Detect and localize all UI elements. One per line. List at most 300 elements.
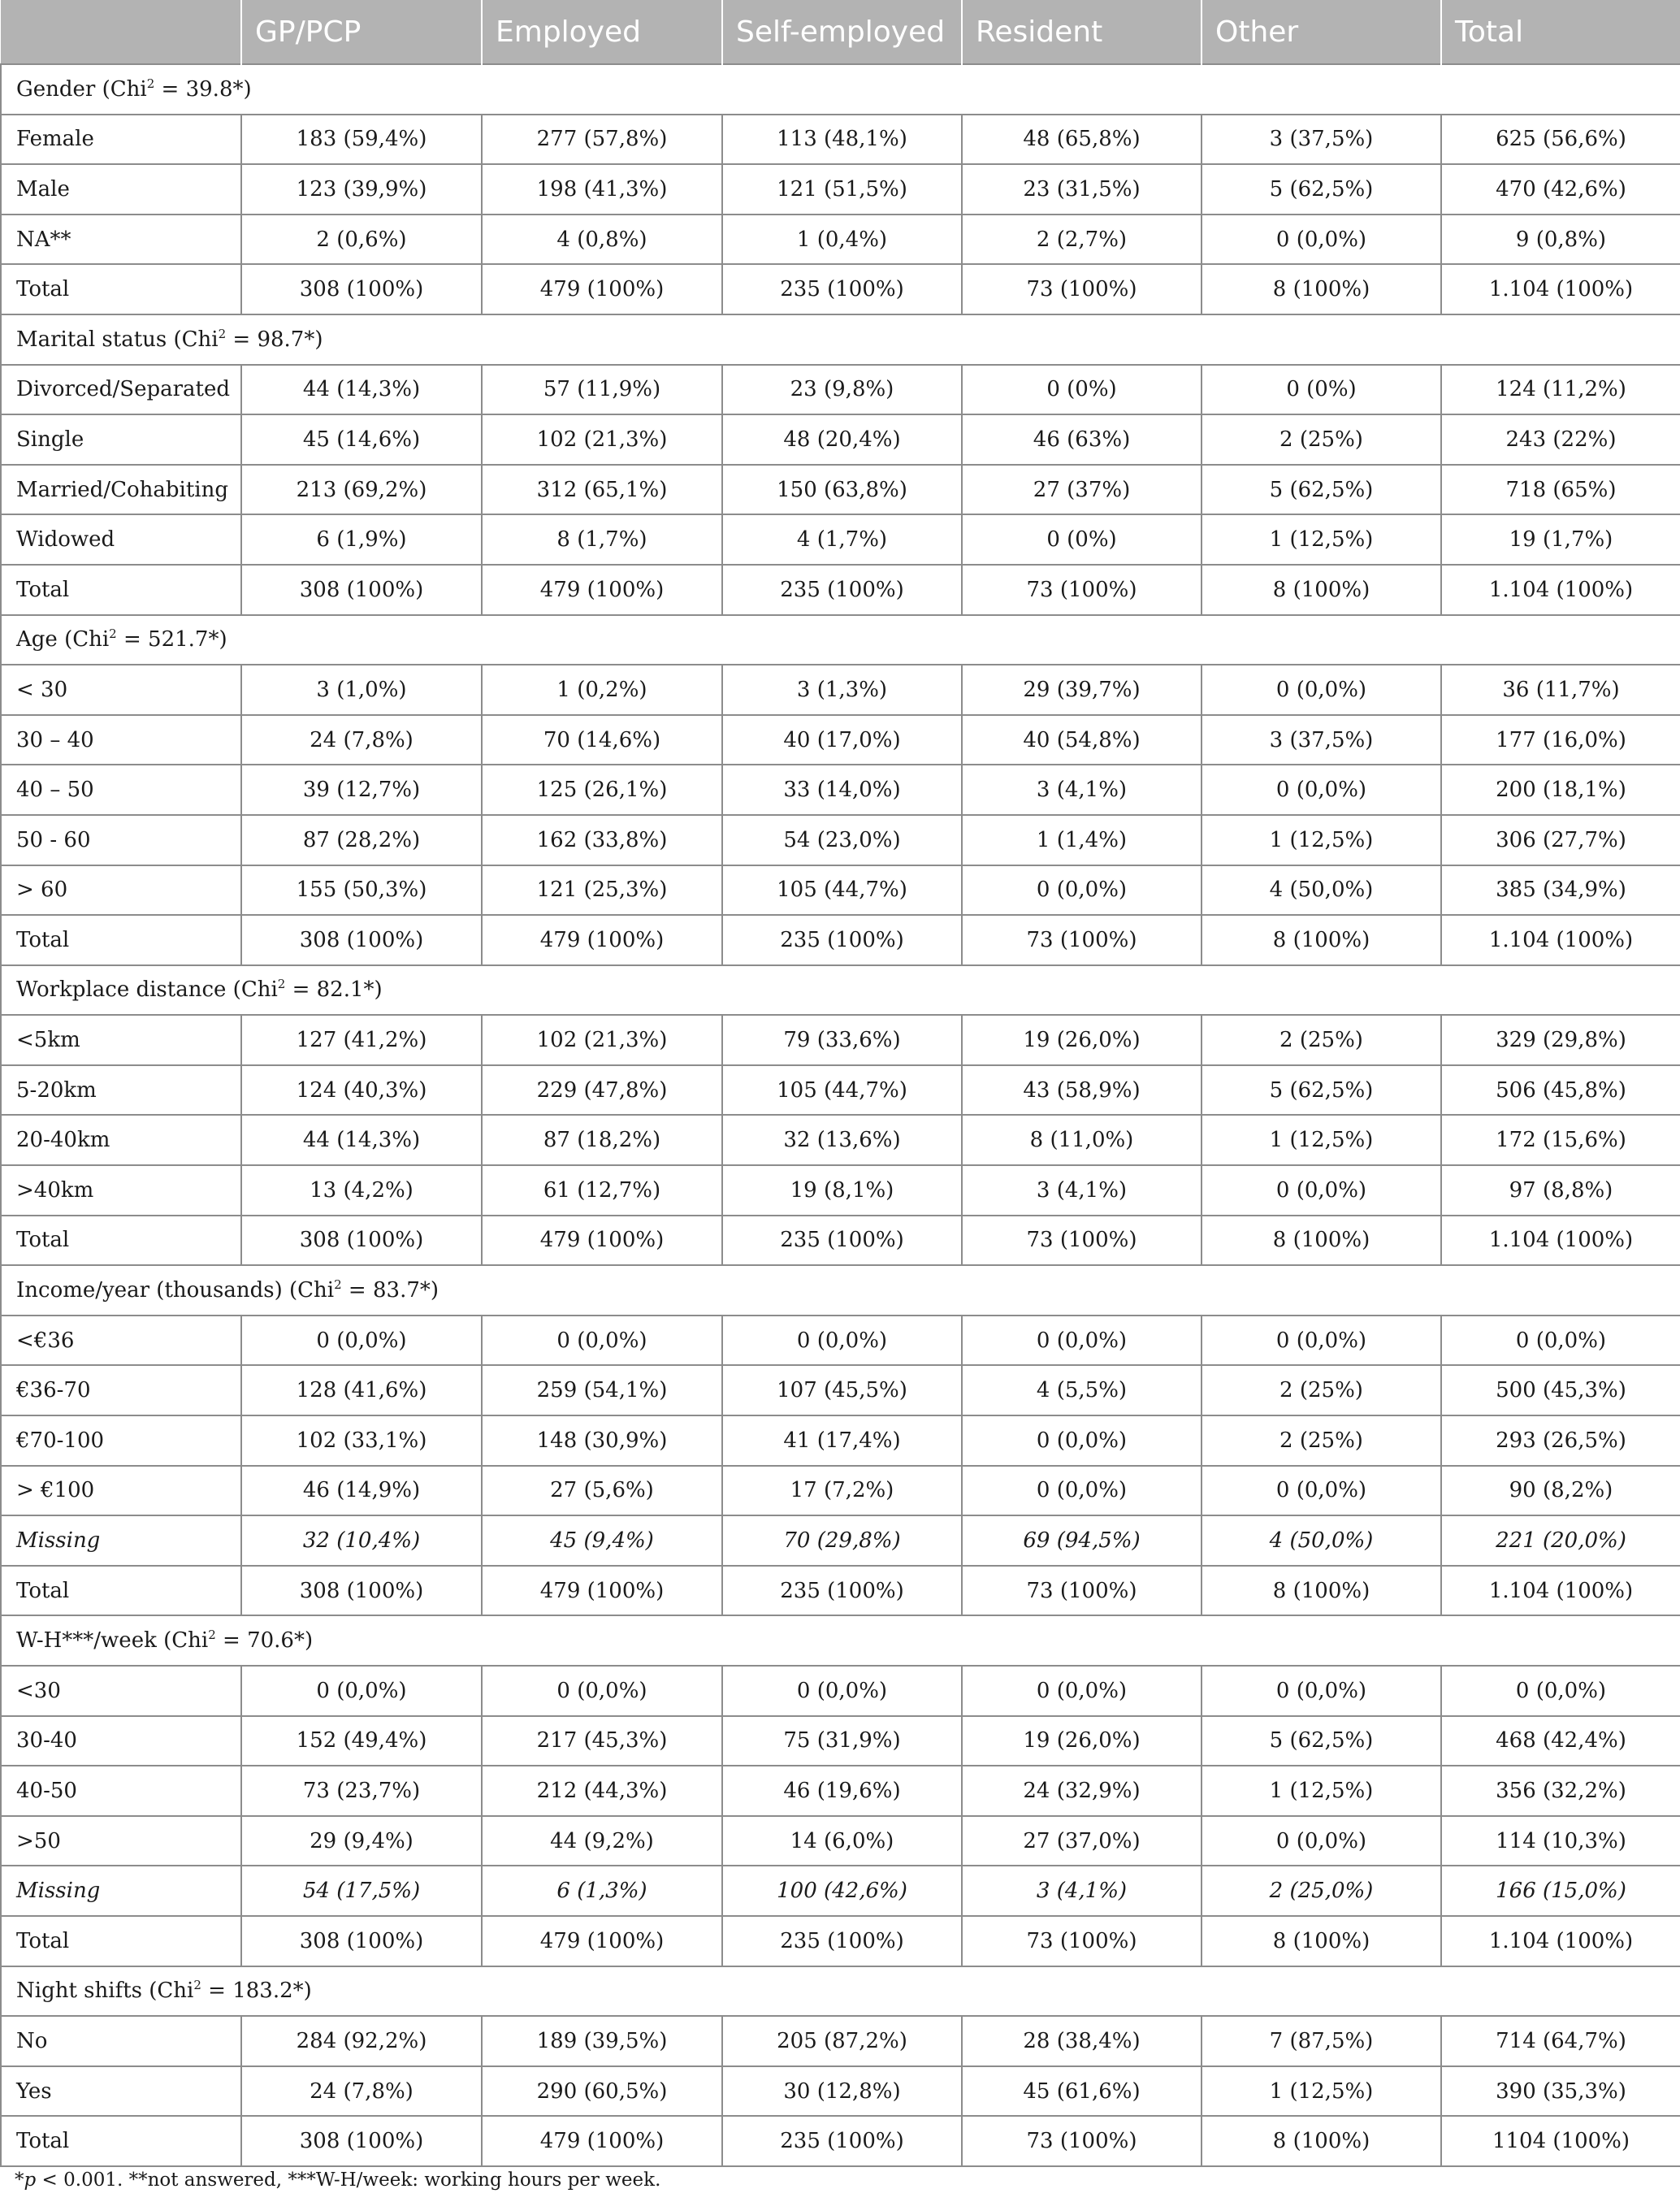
table-cell: 183 (59,4%): [241, 115, 482, 165]
table-cell: 73 (100%): [962, 264, 1202, 314]
section-chi-value: = 183.2*): [201, 1979, 312, 2004]
table-cell: 79 (33,6%): [722, 1015, 962, 1065]
section-header-row: [1, 1966, 1680, 2017]
table-cell: 8 (100%): [1202, 1216, 1441, 1266]
table-cell: 97 (8,8%): [1441, 1165, 1680, 1216]
table-cell: 121 (25,3%): [482, 865, 722, 916]
table-cell: 6 (1,9%): [241, 514, 482, 565]
row-label: > 60: [1, 865, 241, 916]
table-cell: 1 (0,2%): [482, 665, 722, 715]
table-cell: 189 (39,5%): [482, 2016, 722, 2066]
table-cell: 0 (0,0%): [241, 1666, 482, 1716]
table-cell: 28 (38,4%): [962, 2016, 1202, 2066]
table-cell: 479 (100%): [482, 915, 722, 965]
table-row: [1, 1415, 1680, 1466]
table-row: [1, 1766, 1680, 1816]
table-row: [1, 765, 1680, 815]
column-header: Total: [1441, 0, 1680, 64]
table-row: [1, 1065, 1680, 1116]
table-cell: 506 (45,8%): [1441, 1065, 1680, 1116]
row-label: €36-70: [1, 1365, 241, 1415]
chi-superscript: 2: [193, 1978, 201, 1993]
table-cell: 500 (45,3%): [1441, 1365, 1680, 1415]
table-cell: 3 (1,0%): [241, 665, 482, 715]
table-cell: 235 (100%): [722, 1566, 962, 1616]
table-cell: 2 (0,6%): [241, 215, 482, 265]
section-title: [1, 1265, 1680, 1316]
table-row: [1, 215, 1680, 265]
table-cell: 8 (100%): [1202, 565, 1441, 615]
row-label: Yes: [1, 2066, 241, 2117]
section-title-text: Age (Chi: [16, 627, 110, 652]
column-header: GP/PCP: [241, 0, 482, 64]
section-header-row: [1, 965, 1680, 1016]
row-label: <30: [1, 1666, 241, 1716]
table-cell: 1 (12,5%): [1202, 1766, 1441, 1816]
table-cell: 213 (69,2%): [241, 465, 482, 515]
table-footnote: [15, 2169, 660, 2191]
table-cell: 36 (11,7%): [1441, 665, 1680, 715]
table-cell: 152 (49,4%): [241, 1716, 482, 1766]
table-cell: 308 (100%): [241, 915, 482, 965]
table-cell: 73 (23,7%): [241, 1766, 482, 1816]
table-cell: 39 (12,7%): [241, 765, 482, 815]
chi-superscript: 2: [146, 76, 155, 91]
table-row: [1, 1115, 1680, 1165]
table-cell: 2 (25%): [1202, 1015, 1441, 1065]
row-label: Total: [1, 915, 241, 965]
section-title-text: Income/year (thousands) (Chi: [16, 1278, 335, 1303]
table-cell: 2 (25%): [1202, 414, 1441, 465]
table-row: [1, 414, 1680, 465]
table-cell: 0 (0,0%): [962, 1316, 1202, 1366]
table-cell: 2 (2,7%): [962, 215, 1202, 265]
table-cell: 5 (62,5%): [1202, 1716, 1441, 1766]
table-row: [1, 665, 1680, 715]
section-header-row: [1, 1265, 1680, 1316]
table-cell: 43 (58,9%): [962, 1065, 1202, 1116]
table-cell: 127 (41,2%): [241, 1015, 482, 1065]
table-row: [1, 1666, 1680, 1716]
table-cell: 293 (26,5%): [1441, 1415, 1680, 1466]
table-cell: 5 (62,5%): [1202, 164, 1441, 215]
table-row: [1, 2016, 1680, 2066]
table-header: [1, 0, 1680, 64]
table-cell: 9 (0,8%): [1441, 215, 1680, 265]
table-cell: 0 (0%): [1202, 365, 1441, 415]
table-cell: 19 (26,0%): [962, 1716, 1202, 1766]
table-row: [1, 164, 1680, 215]
table-cell: 1.104 (100%): [1441, 915, 1680, 965]
table-cell: 8 (100%): [1202, 1916, 1441, 1966]
table-cell: 172 (15,6%): [1441, 1115, 1680, 1165]
table-cell: 1 (12,5%): [1202, 815, 1441, 865]
section-chi-value: = 98.7*): [226, 327, 323, 352]
table-cell: 1 (12,5%): [1202, 2066, 1441, 2117]
table-cell: 0 (0%): [962, 514, 1202, 565]
table-cell: 105 (44,7%): [722, 865, 962, 916]
table-cell: 125 (26,1%): [482, 765, 722, 815]
table-cell: 113 (48,1%): [722, 115, 962, 165]
table-cell: 470 (42,6%): [1441, 164, 1680, 215]
table-cell: 0 (0%): [962, 365, 1202, 415]
table-cell: 0 (0,0%): [482, 1316, 722, 1366]
row-label: 20-40km: [1, 1115, 241, 1165]
section-title-text: Night shifts (Chi: [16, 1979, 194, 2004]
column-header: Employed: [482, 0, 722, 64]
table-cell: 123 (39,9%): [241, 164, 482, 215]
row-label: Married/Cohabiting: [1, 465, 241, 515]
table-cell: 124 (40,3%): [241, 1065, 482, 1116]
table-cell: 73 (100%): [962, 1916, 1202, 1966]
table-row: [1, 1466, 1680, 1516]
table-row: [1, 2116, 1680, 2166]
table-row: [1, 715, 1680, 765]
table-row: [1, 565, 1680, 615]
table-cell: 70 (29,8%): [722, 1515, 962, 1566]
table-cell: 356 (32,2%): [1441, 1766, 1680, 1816]
table-cell: 2 (25%): [1202, 1365, 1441, 1415]
table-cell: 23 (31,5%): [962, 164, 1202, 215]
table-cell: 0 (0,0%): [962, 1666, 1202, 1716]
table-cell: 32 (10,4%): [241, 1515, 482, 1566]
table-cell: 41 (17,4%): [722, 1415, 962, 1466]
table-cell: 29 (9,4%): [241, 1816, 482, 1866]
row-label: Male: [1, 164, 241, 215]
table-cell: 14 (6,0%): [722, 1816, 962, 1866]
table-cell: 73 (100%): [962, 1216, 1202, 1266]
table-row: [1, 1216, 1680, 1266]
footnote-p-symbol: *: [15, 2169, 24, 2191]
table-cell: 87 (18,2%): [482, 1115, 722, 1165]
table-cell: 479 (100%): [482, 264, 722, 314]
table-cell: 308 (100%): [241, 2116, 482, 2166]
table-cell: 100 (42,6%): [722, 1866, 962, 1916]
header-row: [1, 0, 1680, 64]
chi-superscript: 2: [208, 1628, 216, 1643]
table-cell: 235 (100%): [722, 1916, 962, 1966]
column-header: Other: [1202, 0, 1441, 64]
table-cell: 0 (0,0%): [1202, 1816, 1441, 1866]
table-cell: 0 (0,0%): [1441, 1316, 1680, 1366]
table-row: [1, 1916, 1680, 1966]
table-cell: 221 (20,0%): [1441, 1515, 1680, 1566]
table-cell: 19 (26,0%): [962, 1015, 1202, 1065]
row-label: 30 – 40: [1, 715, 241, 765]
table-row: [1, 915, 1680, 965]
table-cell: 329 (29,8%): [1441, 1015, 1680, 1065]
row-label: Total: [1, 1216, 241, 1266]
table-cell: 385 (34,9%): [1441, 865, 1680, 916]
table-cell: 198 (41,3%): [482, 164, 722, 215]
table-cell: 121 (51,5%): [722, 164, 962, 215]
table-cell: 150 (63,8%): [722, 465, 962, 515]
section-chi-value: = 82.1*): [285, 977, 383, 1003]
table-cell: 2 (25,0%): [1202, 1866, 1441, 1916]
table-cell: 8 (100%): [1202, 1566, 1441, 1616]
table-cell: 3 (4,1%): [962, 1866, 1202, 1916]
table-cell: 24 (7,8%): [241, 2066, 482, 2117]
table-cell: 284 (92,2%): [241, 2016, 482, 2066]
table-cell: 1 (12,5%): [1202, 514, 1441, 565]
table-cell: 8 (1,7%): [482, 514, 722, 565]
table-row: [1, 1716, 1680, 1766]
row-label: Divorced/Separated: [1, 365, 241, 415]
table-cell: 308 (100%): [241, 1916, 482, 1966]
table-row: [1, 1365, 1680, 1415]
table-cell: 8 (100%): [1202, 2116, 1441, 2166]
table-cell: 124 (11,2%): [1441, 365, 1680, 415]
table-cell: 57 (11,9%): [482, 365, 722, 415]
table-cell: 235 (100%): [722, 2116, 962, 2166]
table-cell: 155 (50,3%): [241, 865, 482, 916]
table-cell: 8 (100%): [1202, 264, 1441, 314]
table-cell: 17 (7,2%): [722, 1466, 962, 1516]
footnote-text: < 0.001. **not answered, ***W-H/week: working hours per week.: [36, 2169, 661, 2191]
table-cell: 212 (44,3%): [482, 1766, 722, 1816]
table-cell: 40 (54,8%): [962, 715, 1202, 765]
table-cell: 46 (63%): [962, 414, 1202, 465]
table-cell: 312 (65,1%): [482, 465, 722, 515]
table-cell: 0 (0,0%): [1202, 765, 1441, 815]
section-title: [1, 965, 1680, 1016]
table-cell: 277 (57,8%): [482, 115, 722, 165]
section-chi-value: = 83.7*): [341, 1278, 439, 1303]
table-body: [1, 64, 1680, 2166]
table-cell: 290 (60,5%): [482, 2066, 722, 2117]
table-cell: 0 (0,0%): [722, 1666, 962, 1716]
table-cell: 29 (39,7%): [962, 665, 1202, 715]
table-cell: 90 (8,2%): [1441, 1466, 1680, 1516]
table-cell: 75 (31,9%): [722, 1716, 962, 1766]
table-cell: 390 (35,3%): [1441, 2066, 1680, 2117]
table-cell: 69 (94,5%): [962, 1515, 1202, 1566]
row-label: Female: [1, 115, 241, 165]
table-cell: 5 (62,5%): [1202, 465, 1441, 515]
section-chi-value: = 521.7*): [116, 627, 227, 652]
table-cell: 70 (14,6%): [482, 715, 722, 765]
table-cell: 24 (32,9%): [962, 1766, 1202, 1816]
row-label: €70-100: [1, 1415, 241, 1466]
table-row: [1, 1165, 1680, 1216]
table-cell: 13 (4,2%): [241, 1165, 482, 1216]
table-cell: 1 (1,4%): [962, 815, 1202, 865]
section-header-row: [1, 64, 1680, 115]
row-label: < 30: [1, 665, 241, 715]
table-cell: 48 (20,4%): [722, 414, 962, 465]
table-cell: 308 (100%): [241, 264, 482, 314]
row-label: <5km: [1, 1015, 241, 1065]
table-row: [1, 1015, 1680, 1065]
table-cell: 3 (37,5%): [1202, 715, 1441, 765]
table-cell: 44 (14,3%): [241, 1115, 482, 1165]
table-cell: 479 (100%): [482, 2116, 722, 2166]
section-title: [1, 1966, 1680, 2017]
table-cell: 0 (0,0%): [962, 1466, 1202, 1516]
table-cell: 54 (23,0%): [722, 815, 962, 865]
table-cell: 114 (10,3%): [1441, 1816, 1680, 1866]
table-cell: 107 (45,5%): [722, 1365, 962, 1415]
row-label: Single: [1, 414, 241, 465]
row-label: Widowed: [1, 514, 241, 565]
table-cell: 306 (27,7%): [1441, 815, 1680, 865]
table-cell: 0 (0,0%): [241, 1316, 482, 1366]
table-cell: 40 (17,0%): [722, 715, 962, 765]
table-cell: 0 (0,0%): [1202, 215, 1441, 265]
table-cell: 44 (9,2%): [482, 1816, 722, 1866]
table-cell: 0 (0,0%): [1202, 1165, 1441, 1216]
table-cell: 1.104 (100%): [1441, 1566, 1680, 1616]
table-cell: 23 (9,8%): [722, 365, 962, 415]
table-cell: 0 (0,0%): [482, 1666, 722, 1716]
row-label: 40 – 50: [1, 765, 241, 815]
table-cell: 45 (9,4%): [482, 1515, 722, 1566]
table-cell: 148 (30,9%): [482, 1415, 722, 1466]
table-cell: 0 (0,0%): [962, 865, 1202, 916]
table-cell: 718 (65%): [1441, 465, 1680, 515]
table-cell: 30 (12,8%): [722, 2066, 962, 2117]
table-cell: 32 (13,6%): [722, 1115, 962, 1165]
table-cell: 105 (44,7%): [722, 1065, 962, 1116]
table-cell: 87 (28,2%): [241, 815, 482, 865]
row-label: No: [1, 2016, 241, 2066]
table-cell: 0 (0,0%): [1202, 1666, 1441, 1716]
table-cell: 229 (47,8%): [482, 1065, 722, 1116]
chi-superscript: 2: [277, 977, 286, 992]
table-cell: 235 (100%): [722, 915, 962, 965]
table-cell: 479 (100%): [482, 1566, 722, 1616]
row-label: Total: [1, 1566, 241, 1616]
table-cell: 54 (17,5%): [241, 1866, 482, 1916]
table-cell: 177 (16,0%): [1441, 715, 1680, 765]
chi-superscript: 2: [218, 326, 227, 341]
table-cell: 73 (100%): [962, 1566, 1202, 1616]
section-title-text: Marital status (Chi: [16, 327, 219, 352]
table-row: [1, 815, 1680, 865]
row-label: > €100: [1, 1466, 241, 1516]
table-cell: 19 (8,1%): [722, 1165, 962, 1216]
section-title: [1, 314, 1680, 365]
row-label: 40-50: [1, 1766, 241, 1816]
table-cell: 200 (18,1%): [1441, 765, 1680, 815]
table-cell: 205 (87,2%): [722, 2016, 962, 2066]
table-row: [1, 115, 1680, 165]
table-cell: 19 (1,7%): [1441, 514, 1680, 565]
table-cell: 0 (0,0%): [962, 1415, 1202, 1466]
table-row: [1, 1316, 1680, 1366]
row-label: Total: [1, 264, 241, 314]
table-cell: 4 (5,5%): [962, 1365, 1202, 1415]
table-cell: 3 (4,1%): [962, 1165, 1202, 1216]
table-cell: 468 (42,4%): [1441, 1716, 1680, 1766]
section-title-text: W-H***/week (Chi: [16, 1628, 209, 1654]
table-cell: 235 (100%): [722, 1216, 962, 1266]
table-cell: 7 (87,5%): [1202, 2016, 1441, 2066]
row-label: Total: [1, 2116, 241, 2166]
row-label: Total: [1, 1916, 241, 1966]
section-title-text: Gender (Chi: [16, 76, 147, 102]
chi-superscript: 2: [109, 626, 117, 642]
table-cell: 0 (0,0%): [1202, 665, 1441, 715]
table-cell: 479 (100%): [482, 565, 722, 615]
table-cell: 166 (15,0%): [1441, 1866, 1680, 1916]
table-cell: 243 (22%): [1441, 414, 1680, 465]
table-row: [1, 1515, 1680, 1566]
table-cell: 44 (14,3%): [241, 365, 482, 415]
chi-superscript: 2: [334, 1277, 342, 1293]
table-cell: 73 (100%): [962, 915, 1202, 965]
table-cell: 48 (65,8%): [962, 115, 1202, 165]
column-header: Resident: [962, 0, 1202, 64]
table-cell: 73 (100%): [962, 565, 1202, 615]
table-cell: 4 (50,0%): [1202, 865, 1441, 916]
table-cell: 6 (1,3%): [482, 1866, 722, 1916]
row-label: 5-20km: [1, 1065, 241, 1116]
section-chi-value: = 70.6*): [215, 1628, 314, 1654]
table-cell: 162 (33,8%): [482, 815, 722, 865]
table-cell: 235 (100%): [722, 264, 962, 314]
table-cell: 102 (21,3%): [482, 414, 722, 465]
table-cell: 27 (5,6%): [482, 1466, 722, 1516]
table-cell: 217 (45,3%): [482, 1716, 722, 1766]
table-cell: 73 (100%): [962, 2116, 1202, 2166]
table-cell: 8 (11,0%): [962, 1115, 1202, 1165]
section-header-row: [1, 314, 1680, 365]
table-row: [1, 1866, 1680, 1916]
table-cell: 4 (0,8%): [482, 215, 722, 265]
table-row: [1, 2066, 1680, 2117]
table-cell: 1.104 (100%): [1441, 1916, 1680, 1966]
table-cell: 1 (12,5%): [1202, 1115, 1441, 1165]
table-cell: 235 (100%): [722, 565, 962, 615]
row-label: NA**: [1, 215, 241, 265]
table-cell: 3 (37,5%): [1202, 115, 1441, 165]
row-label: 50 - 60: [1, 815, 241, 865]
table-row: [1, 865, 1680, 916]
table-cell: 0 (0,0%): [1202, 1466, 1441, 1516]
table-cell: 33 (14,0%): [722, 765, 962, 815]
section-title: [1, 1615, 1680, 1666]
section-title: [1, 615, 1680, 665]
column-header: Self-employed: [722, 0, 962, 64]
table-cell: 3 (1,3%): [722, 665, 962, 715]
table-cell: 308 (100%): [241, 1216, 482, 1266]
table-cell: 102 (33,1%): [241, 1415, 482, 1466]
table-row: [1, 465, 1680, 515]
row-label: >50: [1, 1816, 241, 1866]
table-cell: 8 (100%): [1202, 915, 1441, 965]
table-cell: 128 (41,6%): [241, 1365, 482, 1415]
table-cell: 45 (61,6%): [962, 2066, 1202, 2117]
row-label: 30-40: [1, 1716, 241, 1766]
table-cell: 3 (4,1%): [962, 765, 1202, 815]
table-row: [1, 1566, 1680, 1616]
section-title-text: Workplace distance (Chi: [16, 977, 278, 1003]
table-row: [1, 365, 1680, 415]
section-header-row: [1, 615, 1680, 665]
table-cell: 5 (62,5%): [1202, 1065, 1441, 1116]
table-cell: 308 (100%): [241, 1566, 482, 1616]
header-cell-blank: [1, 0, 241, 64]
section-title: [1, 64, 1680, 115]
table-cell: 479 (100%): [482, 1916, 722, 1966]
table-cell: 46 (19,6%): [722, 1766, 962, 1816]
table-cell: 308 (100%): [241, 565, 482, 615]
section-header-row: [1, 1615, 1680, 1666]
table-cell: 1104 (100%): [1441, 2116, 1680, 2166]
row-label: >40km: [1, 1165, 241, 1216]
table-cell: 1 (0,4%): [722, 215, 962, 265]
